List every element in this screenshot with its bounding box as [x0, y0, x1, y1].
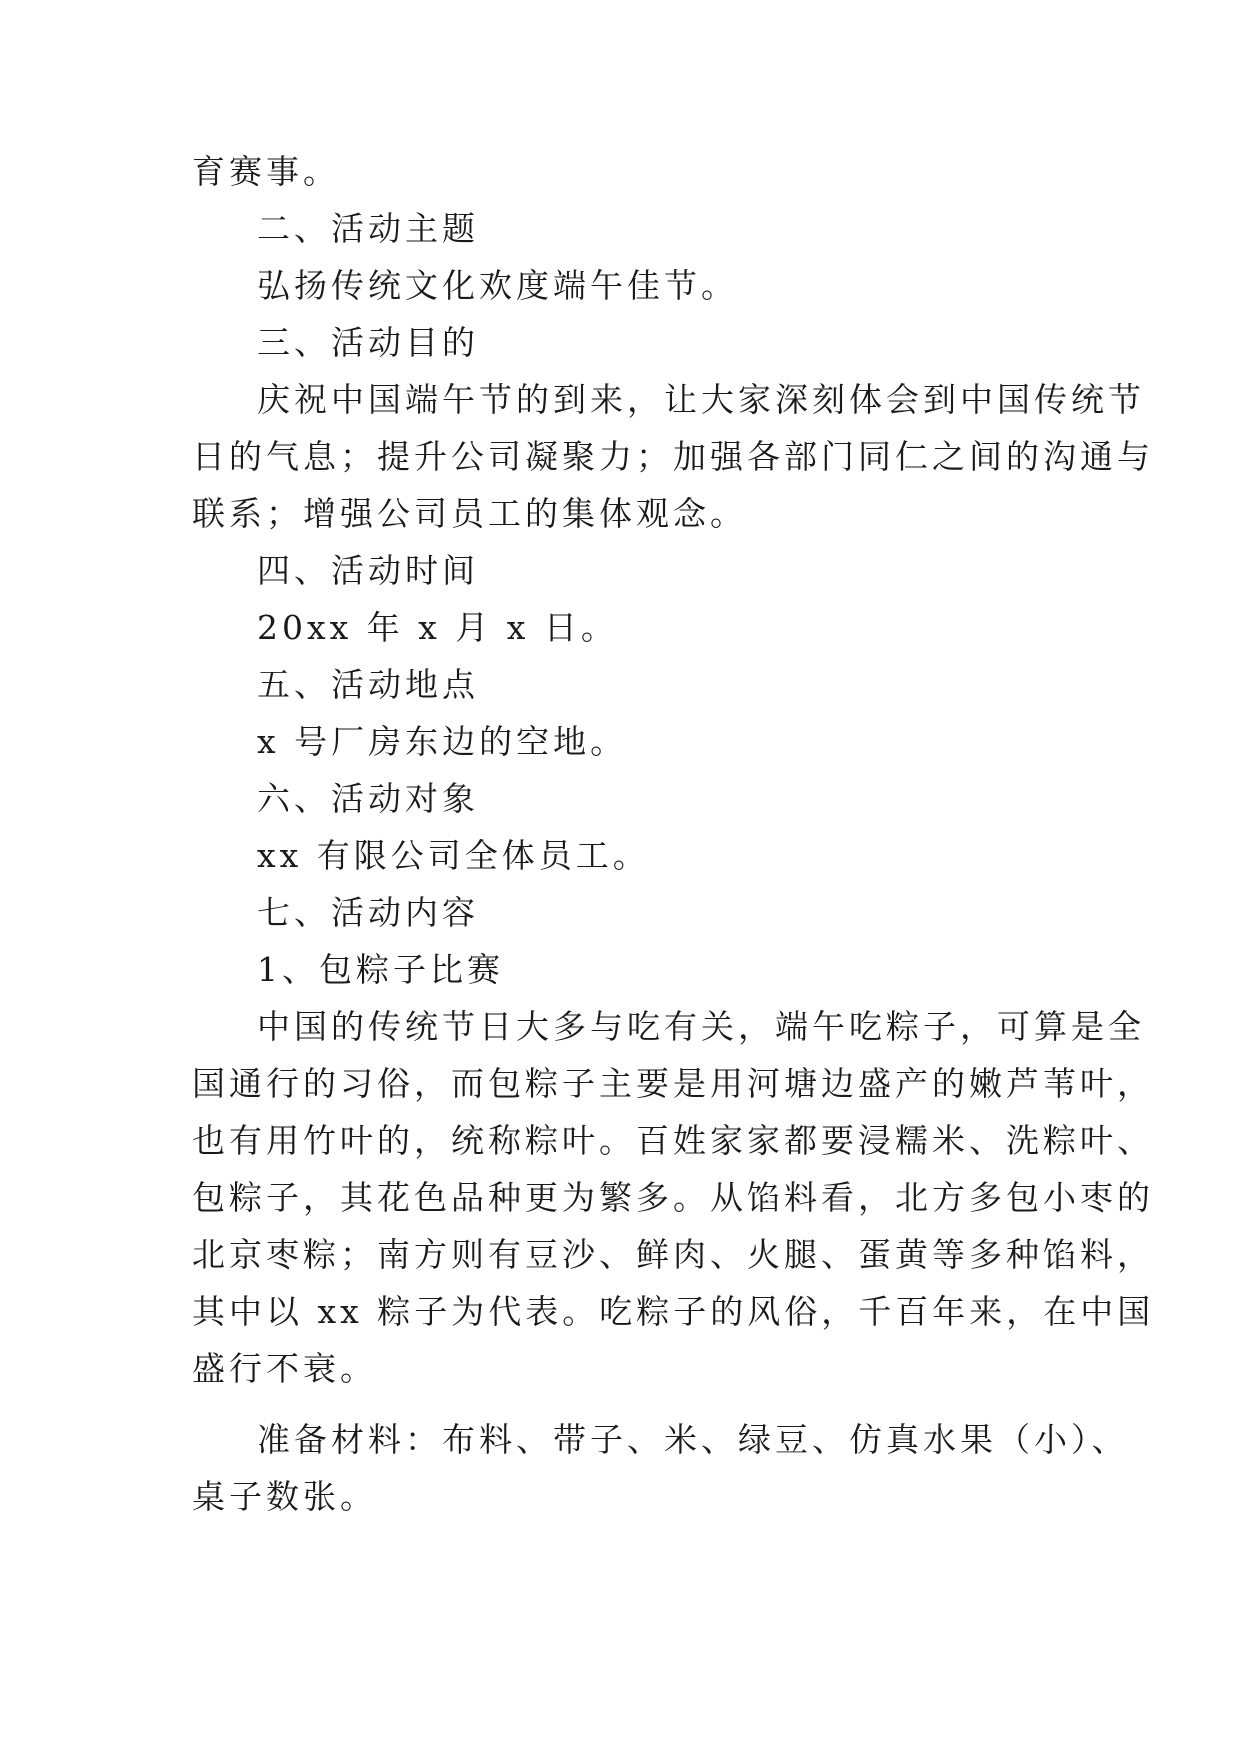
paragraph-line: 其中以 xx 粽子为代表。吃粽子的风俗，千百年来，在中国	[192, 1292, 1155, 1331]
paragraph-line: 包粽子，其花色品种更为繁多。从馅料看，北方多包小枣的	[192, 1178, 1154, 1217]
paragraph-line: 盛行不衰。	[192, 1349, 377, 1388]
paragraph-line: 也有用竹叶的，统称粽叶。百姓家家都要浸糯米、洗粽叶、	[192, 1121, 1154, 1160]
section-heading: 六、活动对象	[257, 779, 479, 818]
paragraph-line: 中国的传统节日大多与吃有关，端午吃粽子，可算是全	[257, 1007, 1145, 1046]
paragraph-line: 国通行的习俗，而包粽子主要是用河塘边盛产的嫩芦苇叶，	[192, 1064, 1154, 1103]
paragraph-line: 桌子数张。	[192, 1477, 377, 1516]
paragraph-line: 准备材料：布料、带子、米、绿豆、仿真水果（小）、	[257, 1420, 1129, 1459]
paragraph-line: 日的气息；提升公司凝聚力；加强各部门同仁之间的沟通与	[192, 437, 1154, 476]
paragraph-line: 弘扬传统文化欢度端午佳节。	[257, 266, 738, 305]
paragraph-line: 庆祝中国端午节的到来，让大家深刻体会到中国传统节	[257, 380, 1145, 419]
section-heading: 四、活动时间	[257, 551, 479, 590]
paragraph-line: 20xx 年 x 月 x 日。	[257, 608, 618, 647]
paragraph-line: 北京枣粽；南方则有豆沙、鲜肉、火腿、蛋黄等多种馅料，	[192, 1235, 1154, 1274]
section-heading: 七、活动内容	[257, 893, 479, 932]
paragraph-line: x 号厂房东边的空地。	[257, 722, 628, 761]
section-heading: 五、活动地点	[257, 665, 479, 704]
paragraph-line: xx 有限公司全体员工。	[257, 836, 650, 875]
section-heading: 二、活动主题	[257, 209, 479, 248]
subsection-heading: 1、包粽子比赛	[257, 950, 504, 989]
paragraph-line: 联系；增强公司员工的集体观念。	[192, 494, 747, 533]
section-heading: 三、活动目的	[257, 323, 479, 362]
paragraph-line: 育赛事。	[192, 152, 340, 191]
